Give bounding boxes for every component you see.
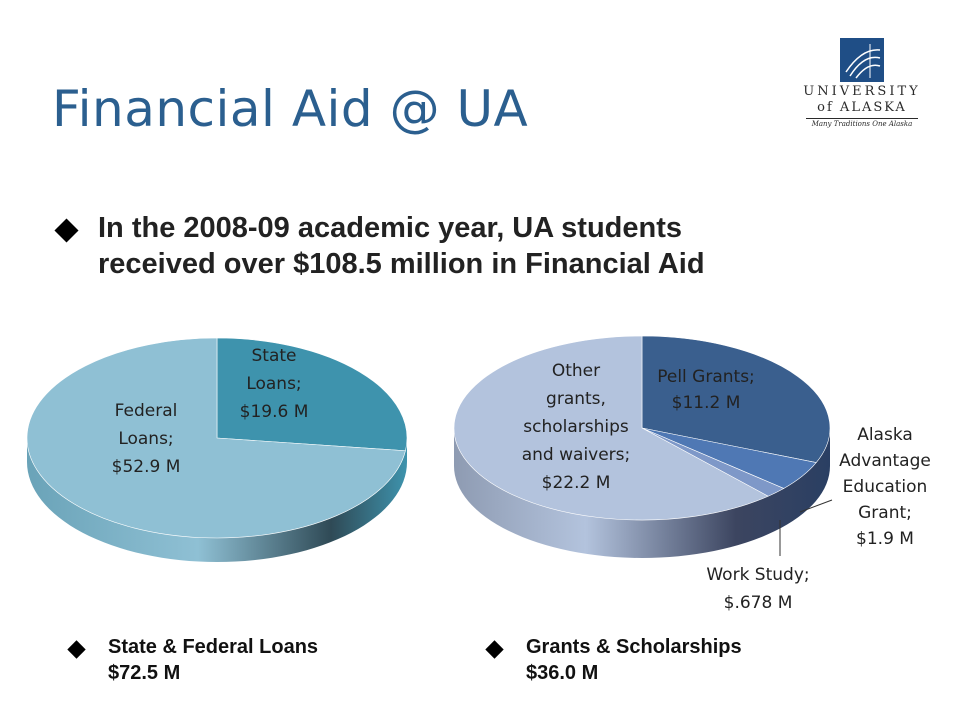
loans-pie-chart xyxy=(27,338,407,562)
label-pell-grants-line: $11.2 M xyxy=(671,393,741,413)
label-work-study-line: $.678 M xyxy=(723,593,793,613)
diamond-bullet-icon xyxy=(67,640,85,658)
label-alaska-advantage-line: Education xyxy=(842,477,928,497)
grants-bullet-line1: Grants & Scholarships xyxy=(526,636,742,658)
label-other-grants-line: grants, xyxy=(546,389,606,409)
label-work-study-line: Work Study; xyxy=(706,565,810,585)
label-federal-loans xyxy=(112,401,181,477)
diamond-bullet-icon xyxy=(485,640,503,658)
grants-bullet-line2: $36.0 M xyxy=(526,662,599,684)
label-federal-loans-line: $52.9 M xyxy=(111,457,181,477)
label-pell-grants-line: Pell Grants; xyxy=(657,367,755,387)
label-state-loans-line: Loans; xyxy=(246,374,302,394)
loans-bullet-line2: $72.5 M xyxy=(108,662,181,684)
bottom-bullet-loans xyxy=(64,634,318,686)
loans-bullet-line1: State & Federal Loans xyxy=(108,636,319,658)
label-other-grants-line: scholarships xyxy=(523,417,629,437)
label-other-grants-line: Other xyxy=(551,361,601,381)
label-state-loans-line: $19.6 M xyxy=(239,402,309,422)
label-alaska-advantage xyxy=(839,425,931,549)
logo-tagline: Many Traditions One Alaska xyxy=(811,120,913,128)
label-federal-loans-line: Federal xyxy=(114,401,178,421)
label-alaska-advantage-line: Grant; xyxy=(858,503,912,523)
label-other-grants-line: $22.2 M xyxy=(541,473,611,493)
logo-line2: of ALASKA xyxy=(817,100,907,115)
label-state-loans-line: State xyxy=(251,346,297,366)
label-alaska-advantage-line: Alaska xyxy=(857,425,913,445)
label-federal-loans-line: Loans; xyxy=(118,429,174,449)
main-bullet-line1: In the 2008-09 academic year, UA students xyxy=(98,212,683,244)
page-title: Financial Aid @ UA xyxy=(52,80,529,138)
label-alaska-advantage-line: $1.9 M xyxy=(856,529,914,549)
label-other-grants-line: and waivers; xyxy=(521,445,631,465)
label-work-study xyxy=(706,565,809,613)
label-alaska-advantage-line: Advantage xyxy=(839,451,931,471)
logo-line1: UNIVERSITY xyxy=(803,84,921,99)
grants-pie-chart xyxy=(454,336,931,613)
main-bullet-line2: received over $108.5 million in Financial Aid xyxy=(98,248,705,280)
slice-state-loans xyxy=(217,338,407,451)
bottom-bullet-grants xyxy=(482,634,742,686)
